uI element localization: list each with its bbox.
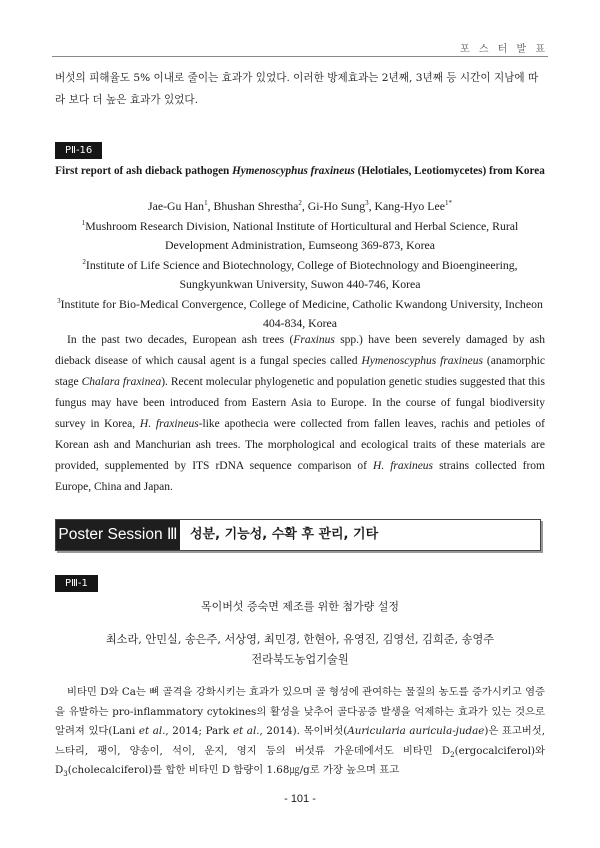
abstract-italic: Fraxinus	[293, 334, 335, 346]
abstract-italic: H. fraxineus	[373, 460, 434, 472]
affiliation-line	[40, 256, 560, 276]
author-mark: 2	[298, 199, 302, 208]
session-title: 성분, 기능성, 수확 후 관리, 기타	[180, 520, 540, 550]
running-header: 포 스 터 발 표	[459, 44, 548, 55]
author-sep: ,	[207, 199, 214, 213]
body-italic: et al.	[232, 725, 260, 737]
author-mark: 3	[365, 199, 369, 208]
abstract-text: In the past two decades, European ash trees (	[67, 334, 294, 346]
affiliation-line: Development Administration, Eumseong 369-873, Korea	[165, 238, 435, 252]
author-sep: ,	[301, 199, 308, 213]
session-banner	[55, 519, 541, 551]
body-text: (cholecalciferol)를 합한 비타민 D 함량이 1.68㎍/g로 가장 높으며 표고	[67, 764, 400, 776]
body-subscript: 2	[450, 750, 455, 759]
author-line	[40, 197, 560, 217]
affiliation-line	[40, 295, 560, 315]
author-name: Kang-Hyo Lee	[374, 199, 445, 213]
author-block	[0, 630, 600, 670]
affiliation-line: Sungkyunkwan University, Suwon 440-746, Korea	[179, 277, 421, 291]
body-text: , 2014; Park	[165, 725, 233, 737]
session-label: Poster Session Ⅲ	[56, 520, 180, 550]
body-subscript: 3	[63, 770, 68, 779]
author-mark: 1*	[444, 199, 452, 208]
body-text: (ergocalciferol)와 D	[55, 744, 545, 776]
author-mark: 1	[204, 199, 208, 208]
abstract-text: spp.) have been severely damaged by ash dieback disease of which causal agent is a fungal species called	[55, 334, 545, 367]
page-number: - 101 -	[284, 793, 316, 805]
affiliation-text: Institute for Bio-Medical Convergence, College of Medicine, Catholic Kwandong University, Incheon	[60, 296, 543, 311]
affiliation-line: 전라북도농업기술원	[251, 653, 349, 666]
title-species: Hymenoscyphus fraxineus	[232, 165, 355, 177]
author-name: Bhushan Shrestha	[213, 199, 299, 213]
abstract-italic: Chalara fraxinea	[81, 376, 162, 388]
affiliation-line: 404-834, Korea	[262, 316, 338, 330]
paper-code-tag: PⅢ-1	[55, 575, 98, 592]
body-paragraph	[55, 683, 545, 781]
abstract-text: ). Recent molecular phylogenetic and population genetic studies suggested that this fungus may have been introduced from Eastern Asia to Europe. In the course of fungal biodiversity survey in Korea,	[55, 376, 545, 430]
body-italic: et al.	[138, 725, 166, 737]
affiliation-text: Institute of Life Science and Biotechnology, College of Biotechnology and Bioengineering,	[85, 257, 518, 272]
abstract-paragraph	[55, 330, 545, 498]
author-name: Jae-Gu Han	[148, 199, 205, 213]
abstract-italic: Hymenoscyphus fraxineus	[361, 355, 483, 367]
title-part: First report of ash dieback pathogen	[55, 165, 233, 177]
abstract-italic: H. fraxineus	[139, 418, 199, 430]
body-text: 비타민 D와 Ca는 뼈 골격을 강화시키는 효과가 있으며 골 형성에 관여하는 물질의 농도를 증가시키고 염증을 유발하는 pro-inflammatory cytokines의 활성을 낮추어 골다공증 발생을 억제하는 효과가 있는 것으로 알려져 있다(Lani	[55, 686, 545, 737]
header-rule	[52, 56, 548, 57]
abstract-text: strains collected from Europe, China and Japan.	[55, 460, 545, 493]
author-line: 최소라, 안민실, 송은주, 서상영, 최민경, 한현아, 유영진, 김영선, 김희준, 송영주	[105, 633, 495, 646]
body-italic: Auricularia auricula-judae	[347, 725, 485, 737]
body-text: , 2014). 목이버섯(	[259, 725, 348, 737]
title-part: (Helotiales, Leotiomycetes) from Korea	[354, 165, 545, 177]
affiliation-mark: 1	[81, 218, 86, 227]
body-text: )은 표고버섯, 느타리, 팽이, 양송이, 석이, 운지, 영지 등의 버섯류 가운데에서도 비타민 D	[55, 725, 545, 757]
intro-paragraph: 버섯의 피해율도 5% 이내로 줄이는 효과가 있었다. 이러한 방제효과는 2년째, 3년째 등 시간이 지남에 따라 보다 더 높은 효과가 있었다.	[55, 72, 539, 106]
affiliation-line	[40, 217, 560, 237]
paper-title: 목이버섯 증숙면 제조를 위한 첨가량 설정	[200, 600, 400, 613]
affiliation-text: Mushroom Research Division, National Institute of Horticultural and Herbal Science, Rural	[85, 218, 519, 233]
author-name: Gi-Ho Sung	[307, 199, 366, 213]
author-block	[40, 197, 560, 334]
affiliation-mark: 3	[57, 296, 61, 305]
abstract-text: -like apothecia were collected from fallen leaves, rachis and petioles of Korean ash and Manchurian ash trees. The morphological and ecological traits of these materials are provided, supplemented by ITS rDNA sequence comparison of	[55, 418, 546, 472]
author-sep: ,	[368, 199, 375, 213]
paper-title	[40, 165, 560, 177]
abstract-text: (anamorphic stage	[55, 355, 545, 388]
paper-code-tag: PⅡ-16	[55, 142, 102, 159]
affiliation-mark: 2	[82, 257, 86, 266]
